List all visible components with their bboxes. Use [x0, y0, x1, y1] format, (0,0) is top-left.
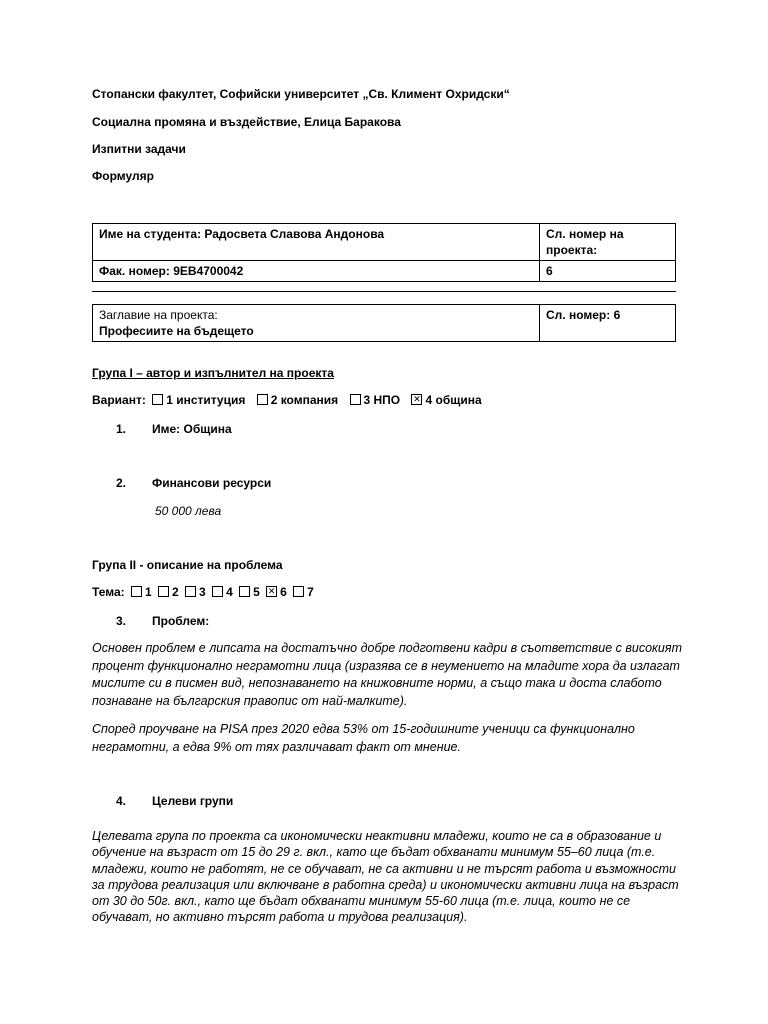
course-line: Социална промяна и въздействие, Елица Баракова — [92, 115, 401, 129]
exam-tasks-line: Изпитни задачи — [92, 142, 186, 156]
theme-1: 1 — [144, 585, 152, 599]
item-2-number: 2. — [116, 476, 127, 490]
student-name-cell: Име на студента: Радосвета Славова Андонова — [93, 224, 540, 261]
theme-checkbox-5[interactable] — [239, 586, 250, 597]
theme-checkbox-6-checked[interactable]: ✕ — [267, 586, 276, 597]
theme-2: 2 — [172, 585, 179, 599]
project-title-value: Професиите на бъдещето — [99, 324, 254, 338]
item-finance — [116, 476, 271, 490]
variant-label: Вариант: — [92, 393, 146, 407]
group1-heading: Група I – автор и изпълнител на проекта — [92, 366, 334, 380]
theme-5: 5 — [253, 585, 260, 599]
option-company: 2 компания — [270, 393, 339, 407]
theme-4: 4 — [226, 585, 233, 599]
project-title-cell — [93, 305, 540, 342]
budget-value: 50 000 лева — [155, 504, 222, 518]
variant-row — [92, 393, 482, 407]
theme-checkbox-1[interactable] — [131, 586, 142, 597]
faculty-number-cell: Фак. номер: 9ЕВ4700042 — [93, 261, 540, 282]
item-problem — [116, 614, 209, 628]
form-title: Формуляр — [92, 169, 154, 183]
theme-checkbox-7[interactable] — [293, 586, 304, 597]
item-4-number: 4. — [116, 794, 127, 808]
item-1-text: Име: Община — [152, 422, 232, 436]
problem-paragraph-2: Според проучване на PISA през 2020 едва 53% от 15-годишните ученици са функционално неграмотни, а едва 9% от тях различават факт от мнение. — [92, 722, 635, 754]
project-number-label-cell: Сл. номер на проекта: — [540, 224, 676, 261]
item-3-text: Проблем: — [152, 614, 210, 628]
theme-checkbox-4[interactable] — [212, 586, 223, 597]
option-municipality: 4 община — [425, 393, 482, 407]
theme-3: 3 — [199, 585, 206, 599]
theme-row — [92, 585, 314, 599]
item-3-number: 3. — [116, 614, 127, 628]
group2-heading: Група II - описание на проблема — [92, 558, 283, 572]
item-target-groups — [116, 794, 233, 808]
checkbox-institution[interactable] — [152, 394, 163, 405]
problem-paragraph-1: Основен проблем е липсата на достатъчно добре подготвени кадри в съответствие с високият процент функционално неграмотни лица (изразява се в неумението на младите хора да излагат мислите си в писмен вид, непознаването на книжовните норми, а също така и доста слабото познаване на българския правопис от най-малките). — [92, 641, 682, 708]
theme-checkbox-3[interactable] — [185, 586, 196, 597]
option-institution: 1 институция — [166, 393, 246, 407]
checkbox-company[interactable] — [257, 394, 268, 405]
item-4-text: Целеви групи — [152, 794, 234, 808]
project-title-label: Заглавие на проекта: — [99, 308, 218, 322]
student-info-table — [92, 223, 676, 282]
checkbox-ngo[interactable] — [350, 394, 361, 405]
checkbox-municipality-checked[interactable]: ✕ — [413, 394, 421, 405]
item-name — [116, 422, 232, 436]
project-title-table — [92, 304, 676, 342]
project-number-value-cell: 6 — [540, 261, 676, 282]
option-ngo: 3 НПО — [363, 393, 401, 407]
faculty-line: Стопански факултет, Софийски университет „Св. Климент Охридски“ — [92, 87, 510, 101]
theme-checkbox-2[interactable] — [158, 586, 169, 597]
item-1-number: 1. — [116, 422, 127, 436]
separator-line — [92, 291, 676, 292]
item-2-text: Финансови ресурси — [152, 476, 272, 490]
theme-6: 6 — [280, 585, 287, 599]
serial-number-cell: Сл. номер: 6 — [540, 305, 676, 342]
target-group-paragraph: Целевата група по проекта са икономически неактивни младежи, които не са в образование и обучение на възраст от 15 до 29 г. вкл., като ще бъдат обхванати минимум 55–60 лица (т.е. младежи, които не работят, не се обучават, не са активни и не търсят работа и възможности за трудова реализация или включване в работна среда) и икономически активни лица на възраст от 30 до 50г. вкл., като ще бъдат обхванати минимум 55-60 лица (т.е. лица, които не се обучават, но активно търсят работа и трудова реализация). — [92, 829, 679, 925]
theme-label: Тема: — [92, 585, 125, 599]
theme-7: 7 — [307, 585, 314, 599]
